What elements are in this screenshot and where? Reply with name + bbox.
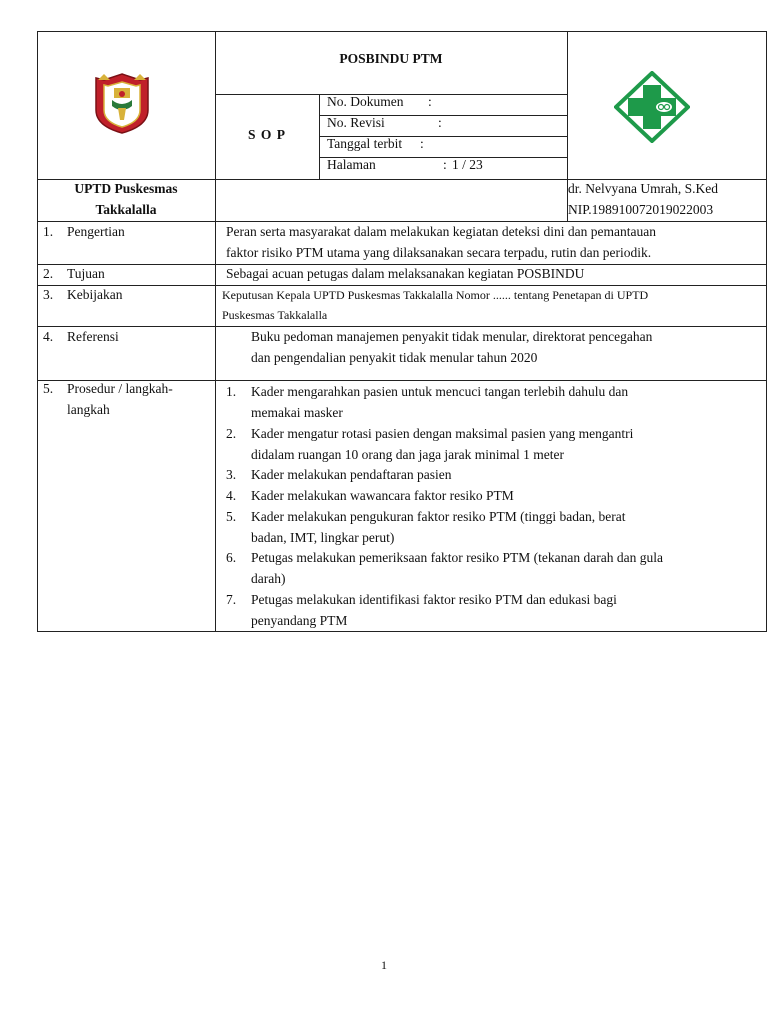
step-text: Kader melakukan pendaftaran pasien <box>251 467 452 482</box>
step-number: 4. <box>226 488 237 503</box>
step-number: 1. <box>226 384 237 399</box>
section-text: faktor risiko PTM utama yang dilaksanakan secara terpadu, rutin dan periodik. <box>226 245 652 260</box>
section-text: Peran serta masyarakat dalam melakukan kegiatan deteksi dini dan pemantauan <box>226 224 656 239</box>
step-text: darah) <box>251 571 286 586</box>
org-name <box>37 178 215 220</box>
procedure-step <box>226 423 746 465</box>
section-label: Referensi <box>67 329 119 344</box>
section-label: Kebijakan <box>67 287 123 302</box>
page-count: 1 / 23 <box>452 157 483 172</box>
step-text: Petugas melakukan identifikasi faktor resiko PTM dan edukasi bagi <box>251 592 617 607</box>
section-number: 5. <box>43 381 54 396</box>
signer-block <box>568 178 718 220</box>
step-text: memakai masker <box>251 405 343 420</box>
page-number: 1 <box>381 958 387 972</box>
procedure-step <box>226 464 746 485</box>
section-label: Tujuan <box>67 266 105 281</box>
step-text: didalam ruangan 10 orang dan jaga jarak minimal 1 meter <box>251 447 565 462</box>
field-separator: : <box>428 94 432 109</box>
step-number: 2. <box>226 426 237 441</box>
field-label: Tanggal terbit <box>327 136 403 151</box>
step-number: 5. <box>226 509 237 524</box>
section-text: Sebagai acuan petugas dalam melaksanakan kegiatan POSBINDU <box>226 266 585 281</box>
step-text: Kader melakukan pengukuran faktor resiko PTM (tinggi badan, berat <box>251 509 626 524</box>
org-name-line: UPTD Puskesmas <box>74 181 178 196</box>
step-text: penyandang PTM <box>251 613 348 628</box>
procedure-step <box>226 381 746 423</box>
field-label: No. Dokumen <box>327 94 404 109</box>
step-text: Kader mengarahkan pasien untuk mencuci tangan terlebih dahulu dan <box>251 384 629 399</box>
procedure-step <box>226 506 746 548</box>
step-number: 3. <box>226 467 237 482</box>
section-label: langkah <box>67 402 110 417</box>
step-text: Kader mengatur rotasi pasien dengan maksimal pasien yang mengantri <box>251 426 634 441</box>
document-title: POSBINDU PTM <box>339 51 443 66</box>
procedure-step <box>226 547 746 589</box>
section-number: 4. <box>43 329 54 344</box>
field-separator: : <box>443 157 447 172</box>
field-separator: : <box>420 136 424 151</box>
procedure-step <box>226 485 746 506</box>
puskesmas-cross-logo-icon <box>614 71 690 143</box>
step-number: 7. <box>226 592 237 607</box>
procedure-step <box>226 589 746 631</box>
section-label: Pengertian <box>67 224 125 239</box>
section-number: 2. <box>43 266 54 281</box>
section-text: Buku pedoman manajemen penyakit tidak menular, direktorat pencegahan <box>251 329 653 344</box>
step-text: Petugas melakukan pemeriksaan faktor resiko PTM (tekanan darah dan gula <box>251 550 663 565</box>
field-separator: : <box>438 115 442 130</box>
org-name-line: Takkalalla <box>95 202 157 217</box>
section-number: 1. <box>43 224 54 239</box>
step-number: 6. <box>226 550 237 565</box>
step-text: badan, IMT, lingkar perut) <box>251 530 395 545</box>
field-label: No. Revisi <box>327 115 385 130</box>
step-text: Kader melakukan wawancara faktor resiko PTM <box>251 488 514 503</box>
field-label: Halaman <box>327 157 376 172</box>
section-label: Prosedur / langkah- <box>67 381 173 396</box>
signer-name: dr. Nelvyana Umrah, S.Ked <box>568 181 718 196</box>
section-text: Keputusan Kepala UPTD Puskesmas Takkalalla Nomor ...... tentang Penetapan di UPTD <box>222 288 649 302</box>
section-number: 3. <box>43 287 54 302</box>
section-text: Puskesmas Takkalalla <box>222 308 328 322</box>
signer-nip: NIP.198910072019022003 <box>568 202 714 217</box>
section-text: dan pengendalian penyakit tidak menular tahun 2020 <box>251 350 538 365</box>
city-emblem-icon <box>90 70 154 136</box>
sop-label: S O P <box>247 127 286 142</box>
